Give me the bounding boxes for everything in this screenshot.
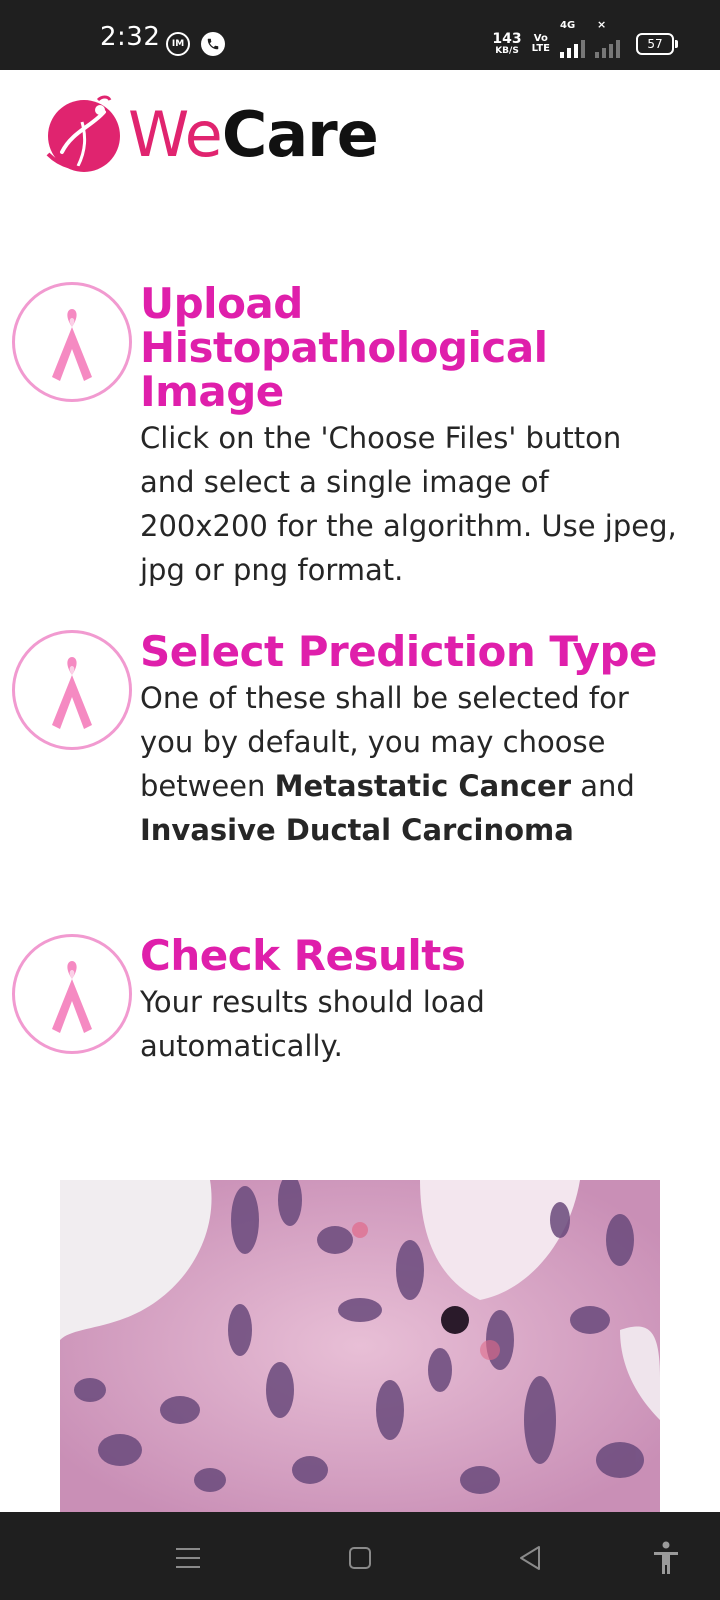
speed-value: 143: [492, 31, 522, 47]
logo-care: Care: [221, 98, 378, 171]
accessibility-icon[interactable]: [648, 1540, 684, 1576]
logo-we: We: [128, 98, 222, 171]
signal-bars-icon: [560, 36, 585, 58]
logo-mark-icon: [42, 92, 124, 178]
metastatic-cancer-label: Metastatic Cancer: [274, 769, 572, 803]
signal-sim2: [595, 18, 620, 58]
logo-text: [128, 98, 378, 171]
status-bar: [0, 0, 720, 70]
step-prediction-title: Select Prediction Type: [140, 627, 657, 676]
signal-4g: [560, 20, 585, 58]
volte-top: Vo: [533, 33, 548, 44]
volte-bottom: LTE: [531, 43, 550, 54]
status-time: 2:32: [100, 22, 161, 52]
step-prediction-body: [140, 627, 680, 852]
im-label: IM: [171, 39, 185, 49]
im-notification-icon: [166, 32, 190, 56]
histology-illustration: [60, 1180, 660, 1512]
step-upload-desc: Click on the 'Choose Files' button and select a single image of 200x200 for the algorithm. Use jpeg, jpg or png format.: [140, 421, 677, 587]
pink-ribbon-icon: [12, 934, 132, 1054]
pink-ribbon-icon: [12, 630, 132, 750]
idc-label: Invasive Ductal Carcinoma: [140, 813, 574, 847]
network-type: 4G: [560, 20, 576, 31]
step-results-desc: Your results should load automatically.: [140, 985, 485, 1063]
step-prediction-desc-mid: and: [571, 769, 635, 803]
home-icon[interactable]: [342, 1540, 378, 1576]
step-results-title: Check Results: [140, 931, 466, 980]
phone-icon: [201, 32, 225, 56]
step-prediction-desc-pre: One of these shall be selected for you by default, you may choose between: [140, 681, 629, 803]
step-upload-body: [140, 279, 680, 592]
network-speed: [492, 32, 521, 56]
step-results-body: [140, 931, 680, 1068]
signal-bars-dim-icon: [595, 36, 620, 58]
step-upload-title-line2: Histopathological Image: [140, 323, 548, 416]
back-icon[interactable]: [512, 1540, 548, 1576]
speed-unit: KB/S: [495, 46, 519, 56]
system-nav-bar: [0, 1512, 720, 1600]
step-upload-title-line1: Upload: [140, 279, 303, 328]
battery-level: 57: [647, 37, 663, 51]
battery-icon: [636, 33, 674, 55]
step-upload-title: [140, 279, 680, 416]
wecare-logo[interactable]: [42, 92, 378, 178]
pink-ribbon-icon: [12, 282, 132, 402]
histopathology-sample-image: [60, 1180, 660, 1512]
status-right-group: [492, 18, 674, 58]
no-signal-icon: ×: [597, 18, 607, 31]
step-prediction-desc: [140, 676, 680, 852]
volte-indicator: [532, 34, 550, 54]
menu-icon[interactable]: [170, 1540, 206, 1576]
